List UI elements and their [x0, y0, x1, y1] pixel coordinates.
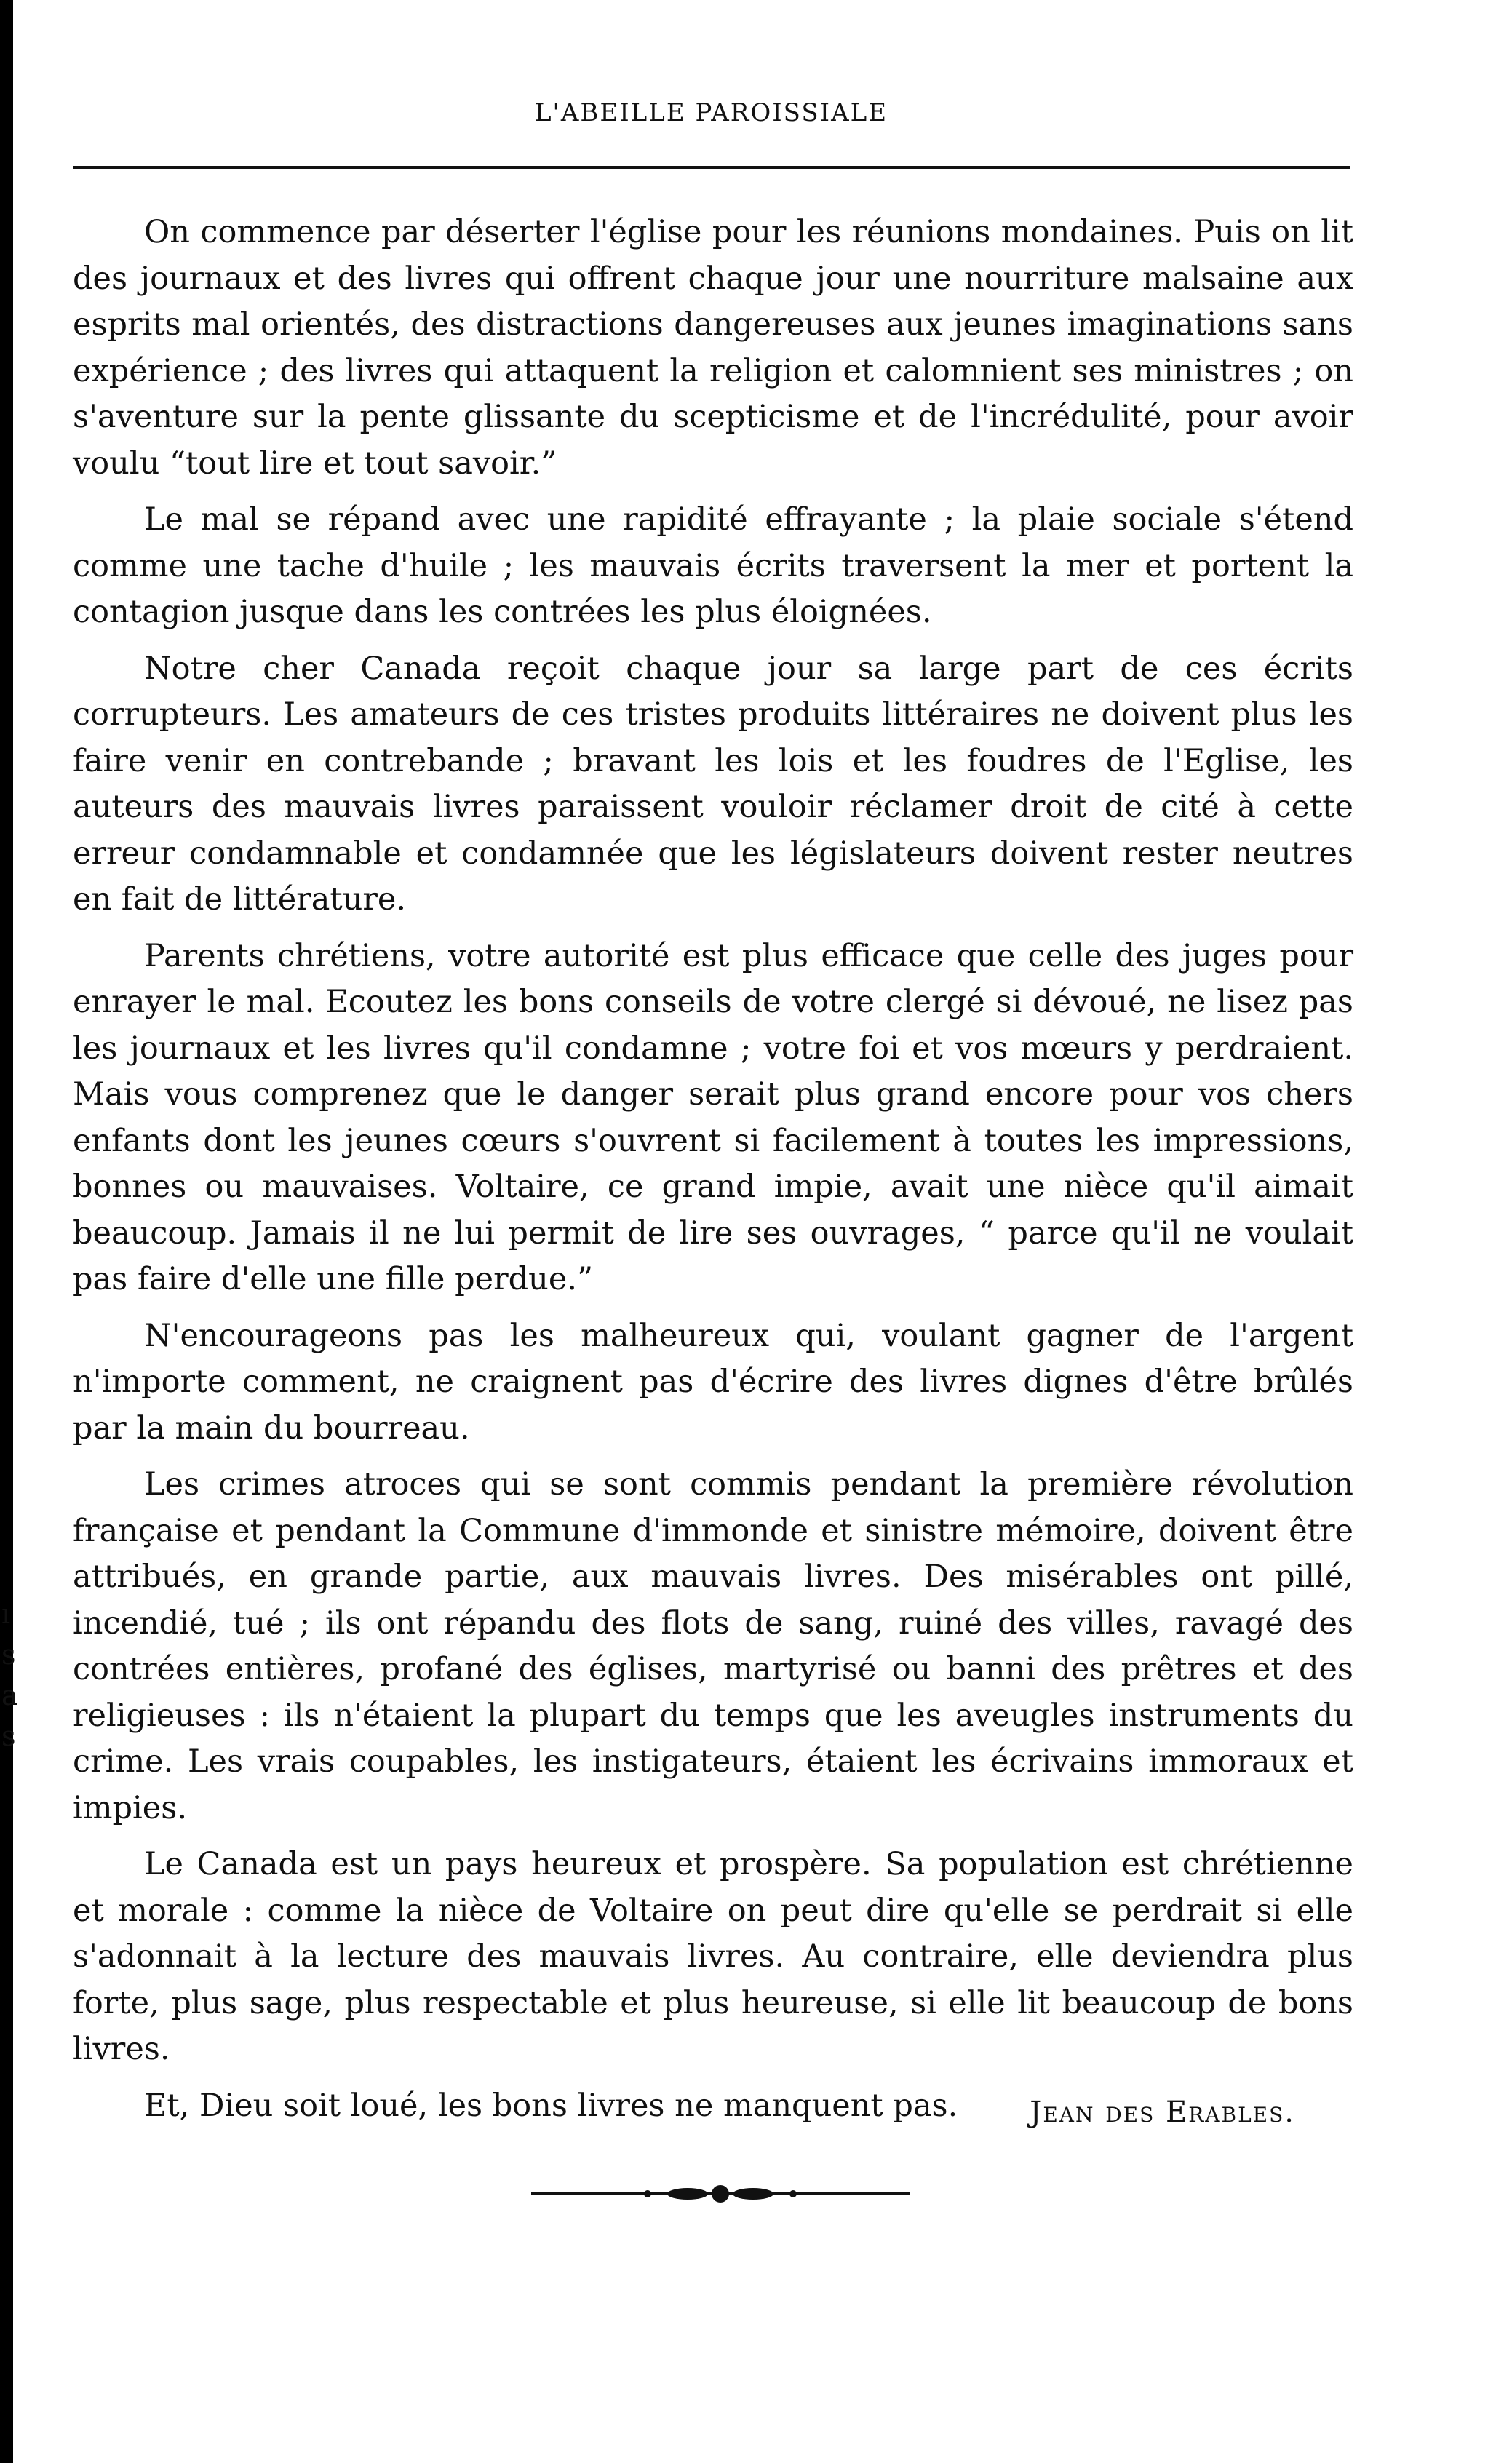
page-left-edge-bar [0, 0, 13, 2463]
margin-fragment: ı [1, 1598, 11, 1630]
paragraph: Les crimes atroces qui se sont commis pendant la première révolution française et pendant la Commune d'immonde et sinistre mémoire, doivent être attribués, en grande partie, aux mauvais livres. Des misérables ont pillé, incendié, tué ; ils ont répandu des flots de sang, ruiné des villes, ravagé des contrées entières, profané des églises, martyrisé ou banni des prêtres et des religieuses : ils n'étaient la plupart du temps que les aveugles instruments du crime. Les vrais coupables, les instigateurs, étaient les écrivains immoraux et impies. [73, 1466, 1353, 1826]
paragraph: Notre cher Canada reçoit chaque jour sa large part de ces écrits corrupteurs. Les amateurs de ces tristes produits littéraires ne doivent plus les faire venir en contrebande ; bravant les lois et les foudres de l'Eglise, les auteurs des mauvais livres paraissent vouloir réclamer droit de cité à cette erreur condamnable et condamnée que les législateurs doivent rester neutres en fait de littérature. [73, 650, 1353, 918]
margin-fragment: s [1, 1639, 16, 1671]
paragraph: Et, Dieu soit loué, les bons livres ne manquent pas. [144, 2087, 958, 2124]
article-body [73, 210, 1353, 2139]
ornament-divider-icon [531, 2179, 910, 2208]
running-head: L'ABEILLE PAROISSIALE [534, 98, 888, 127]
paragraph: On commence par déserter l'église pour les réunions mondaines. Puis on lit des journaux et des livres qui offrent chaque jour une nourriture malsaine aux esprits mal orientés, des distractions dangereuses aux jeunes imaginations sans expérience ; des livres qui attaquent la religion et calomnient ses ministres ; on s'aventure sur la pente glissante du scepticisme et de l'incrédulité, pour avoir voulu “tout lire et tout savoir.” [73, 214, 1353, 482]
header-rule [73, 166, 1350, 169]
paragraph: Parents chrétiens, votre autorité est plus efficace que celle des juges pour enrayer le mal. Ecoutez les bons conseils de votre clergé si dévoué, ne lisez pas les journaux et les livres qu'il condamne ; votre foi et vos mœurs y perdraient. Mais vous comprenez que le danger serait plus grand encore pour vos chers enfants dont les jeunes cœurs s'ouvrent si facilement à toutes les impressions, bonnes ou mauvaises. Voltaire, ce grand impie, avait une nièce qu'il aimait beaucoup. Jamais il ne lui permit de lire ses ouvrages, “ parce qu'il ne voulait pas faire d'elle une fille perdue.” [73, 937, 1353, 1297]
paragraph: Le Canada est un pays heureux et prospère. Sa population est chrétienne et morale : comme la nièce de Voltaire on peut dire qu'elle se perdrait si elle s'adonnait à la lecture des mauvais livres. Au contraire, elle deviendra plus forte, plus sage, plus respectable et plus heureuse, si elle lit beaucoup de bons livres. [73, 1846, 1353, 2067]
margin-fragments [0, 1593, 29, 1756]
author-signature: Jean des Erables. [1030, 2096, 1295, 2129]
paragraph: Le mal se répand avec une rapidité effrayante ; la plaie sociale s'étend comme une tache d'huile ; les mauvais écrits traversent la mer et portent la contagion jusque dans les contrées les plus éloignées. [73, 501, 1353, 630]
margin-fragment: s [1, 1720, 16, 1752]
paragraph: N'encourageons pas les malheureux qui, voulant gagner de l'argent n'importe comment, ne craignent pas d'écrire des livres dignes d'être brûlés par la main du bourreau. [73, 1317, 1353, 1447]
margin-fragment: a [1, 1679, 18, 1711]
